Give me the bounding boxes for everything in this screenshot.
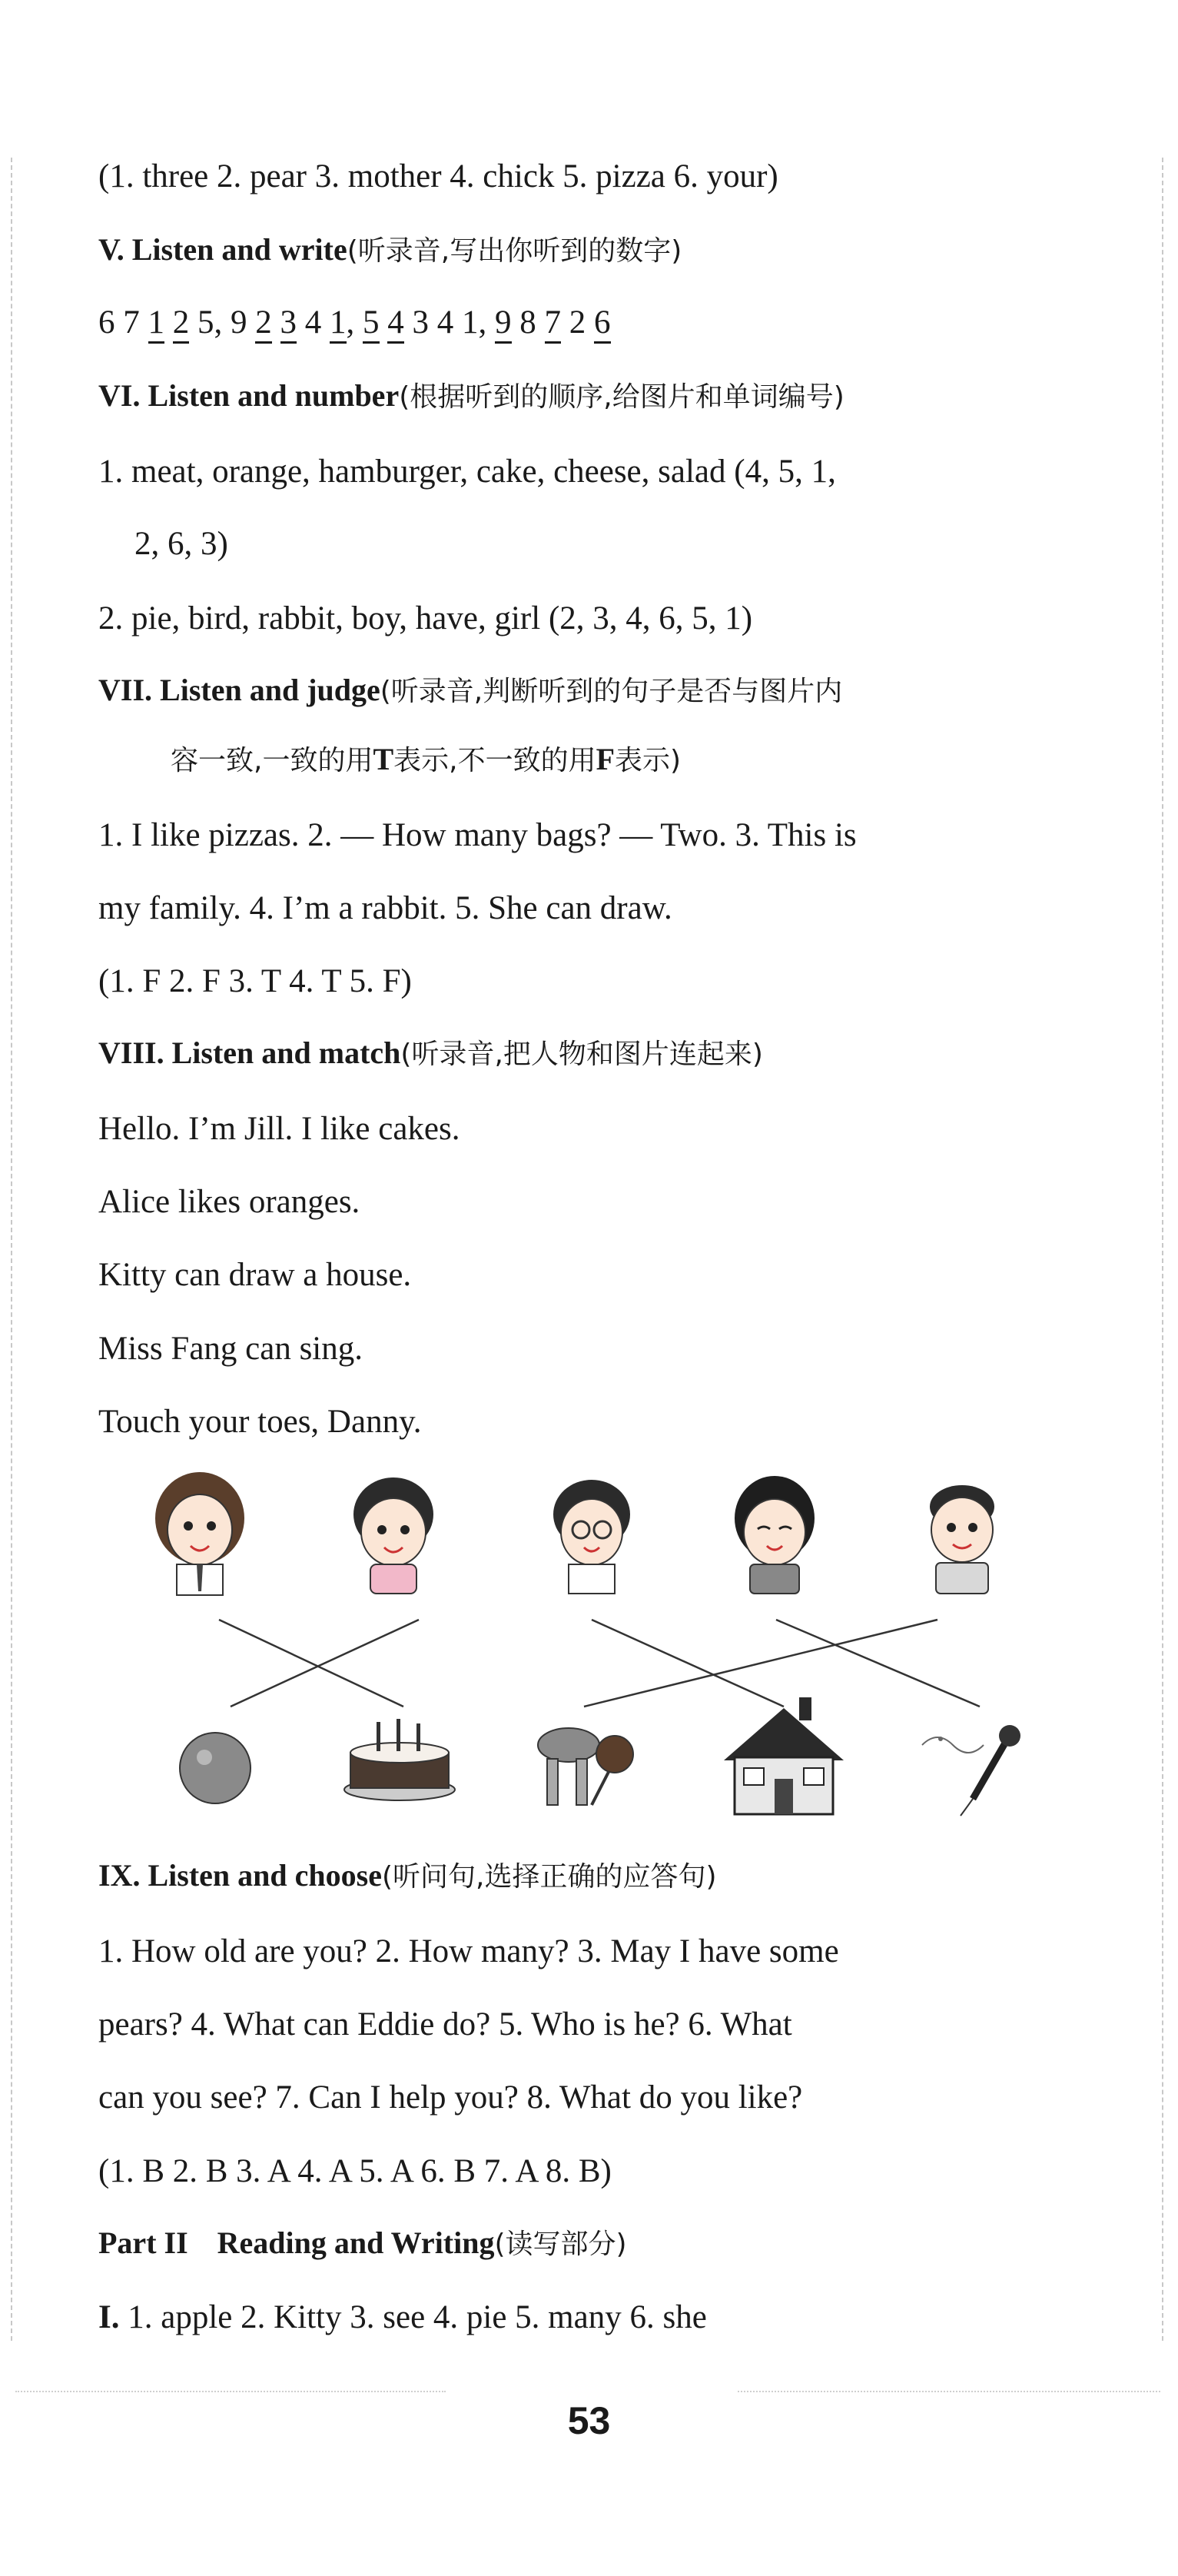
section-viii-script-5: Touch your toes, Danny. [98, 1404, 422, 1440]
part-ii-label: Part II [98, 2225, 188, 2260]
section-ix-title: IX. Listen and choose [98, 1858, 382, 1893]
section-vi-answer-2: 2. pie, bird, rabbit, boy, have, girl (2, 3, 4, 6, 5, 1) [98, 600, 753, 637]
section-vi-instruction: (根据听到的顺序,给图片和单词编号) [399, 381, 845, 413]
person-3-icon [553, 1480, 630, 1594]
section-ix-script-2: pears? 4. What can Eddie do? 5. Who is he? 6. What [98, 2006, 792, 2043]
section-vi-answer-1-cont: 2, 6, 3) [134, 526, 228, 562]
section-ix-script-1: 1. How old are you? 2. How many? 3. May I have some [98, 1933, 839, 1969]
section-vi-heading [98, 378, 845, 413]
microphone-icon [922, 1725, 1020, 1816]
matching-illustration [146, 1457, 1037, 1826]
footer-rule-right [738, 2391, 1160, 2392]
part-ii-section-i-answers: I. 1. apple 2. Kitty 3. see 4. pie 5. many 6. she [98, 2299, 707, 2335]
section-vii-answers: (1. F 2. F 3. T 4. T 5. F) [98, 963, 412, 999]
footer-rule-left [15, 2391, 446, 2392]
part-ii-title: Reading and Writing [217, 2225, 495, 2260]
person-4-icon [735, 1476, 815, 1594]
section-v-answers: 6 7 1 2 5, 9 2 3 4 1, 5 4 3 4 1, 9 8 7 2 6 [98, 306, 611, 339]
section-viii-script-3: Kitty can draw a house. [98, 1257, 412, 1293]
girl-touching-toes-icon [538, 1728, 633, 1805]
section-vii-script-1: 1. I like pizzas. 2. — How many bags? — Two. 3. This is [98, 817, 857, 853]
section-viii-script-4: Miss Fang can sing. [98, 1331, 363, 1367]
orange-icon [180, 1733, 251, 1803]
section-ix-instruction: (听问句,选择正确的应答句) [381, 1861, 717, 1893]
section-v-title: V. Listen and write [98, 232, 347, 267]
section-viii-script-2: Alice likes oranges. [98, 1184, 360, 1220]
section-ix-script-3: can you see? 7. Can I help you? 8. What do you like? [98, 2079, 803, 2116]
section-vi-answer-1: 1. meat, orange, hamburger, cake, cheese, salad (4, 5, 1, [98, 454, 836, 490]
part-ii-section-i-label: I. [98, 2299, 120, 2335]
matching-lines [219, 1620, 980, 1707]
section-viii-title: VIII. Listen and match [98, 1035, 401, 1070]
section-v-instruction: (听录音,写出你听到的数字) [347, 235, 682, 267]
section-vii-instruction: (听录音,判断听到的句子是否与图片内 [380, 676, 843, 707]
section-vi-title: VI. Listen and number [98, 378, 400, 413]
section-vii-instruction-cont: 容一致,一致的用T表示,不一致的用F表示) [171, 742, 682, 776]
person-2-icon [353, 1477, 433, 1594]
section-vii-script-2: my family. 4. I’m a rabbit. 5. She can draw. [98, 890, 672, 926]
section-viii-script-1: Hello. I’m Jill. I like cakes. [98, 1111, 460, 1147]
section-viii-instruction: (听录音,把人物和图片连起来) [400, 1039, 763, 1070]
answers-line-1: (1. three 2. pear 3. mother 4. chick 5. pizza 6. your) [98, 158, 778, 194]
house-icon [724, 1697, 844, 1814]
person-1-icon [155, 1472, 244, 1595]
section-vii-title: VII. Listen and judge [98, 673, 380, 707]
section-viii-heading [98, 1035, 763, 1070]
section-v-heading [98, 234, 682, 265]
person-5-icon [930, 1485, 994, 1594]
page-number: 53 [567, 2399, 611, 2442]
part-ii-heading [98, 2225, 627, 2260]
cake-icon [344, 1719, 455, 1800]
section-ix-answers: (1. B 2. B 3. A 4. A 5. A 6. B 7. A 8. B) [98, 2153, 612, 2189]
section-vii-heading [98, 675, 842, 706]
section-ix-heading [98, 1860, 717, 1891]
part-ii-instruction: (读写部分) [494, 2229, 627, 2260]
